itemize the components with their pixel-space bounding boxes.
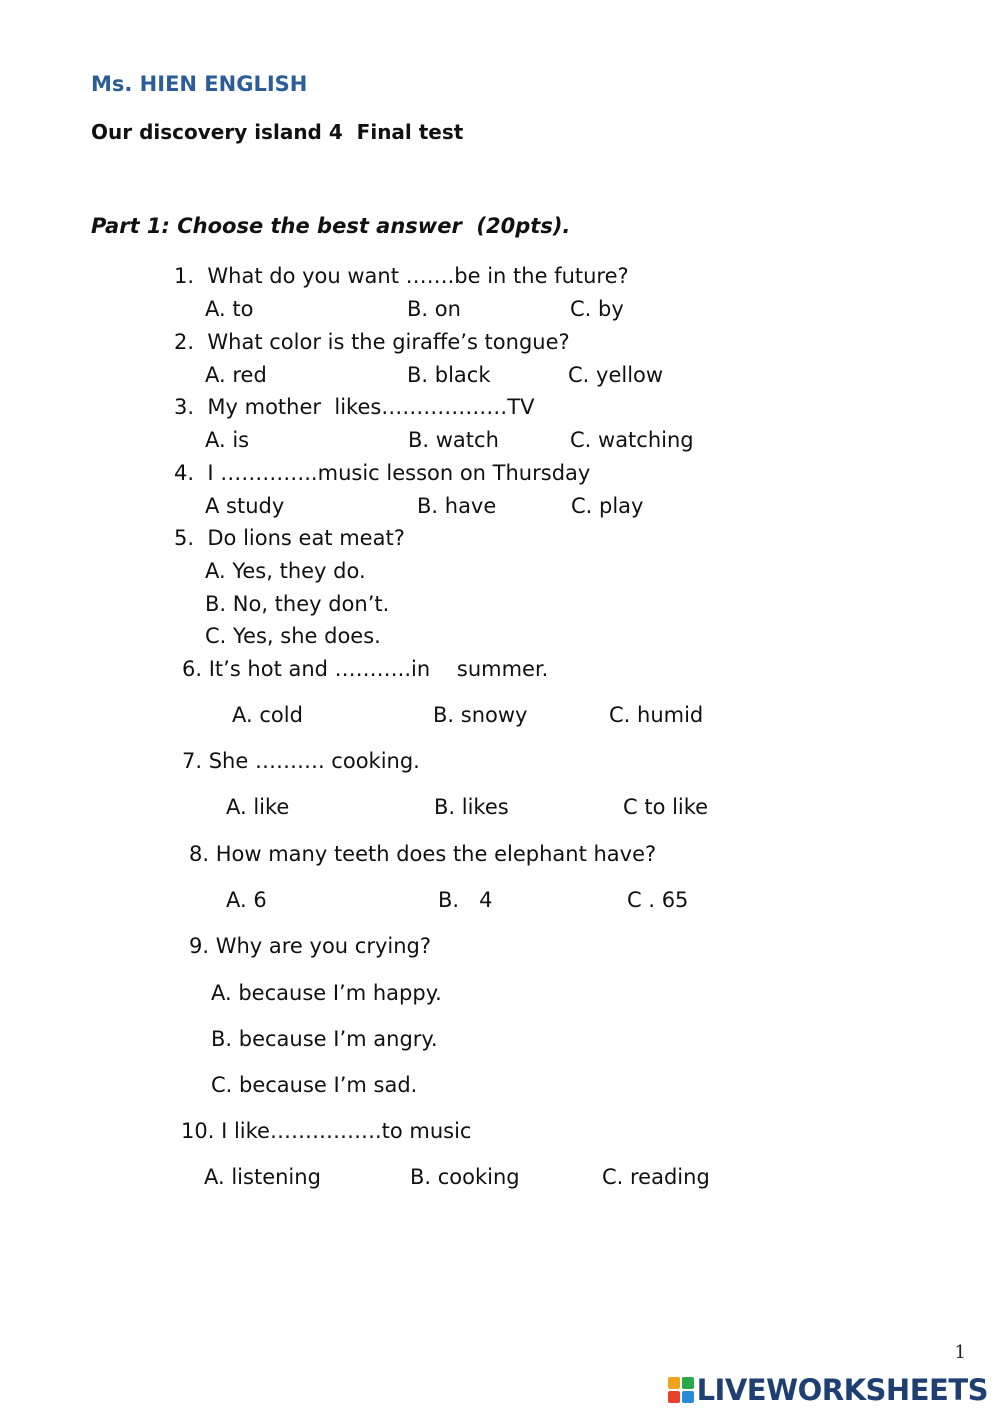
q3-option-a: A. is (205, 428, 250, 452)
q8-option-c: C . 65 (627, 888, 689, 912)
question-7: 7. She ………. cooking. (182, 749, 420, 773)
q9-option-a: A. because I’m happy. (211, 981, 442, 1005)
question-6: 6. It’s hot and ………..in summer. (182, 657, 549, 681)
q4-option-b: B. have (417, 494, 497, 518)
logo-square-2 (682, 1377, 694, 1389)
q6-option-c: C. humid (609, 703, 704, 727)
question-4: 4. I …………..music lesson on Thursday (174, 461, 591, 485)
q9-option-b: B. because I’m angry. (211, 1027, 438, 1051)
question-5: 5. Do lions eat meat? (174, 526, 405, 550)
test-subtitle: Our discovery island 4 Final test (91, 120, 464, 144)
logo-square-4 (682, 1391, 694, 1403)
question-8: 8. How many teeth does the elephant have? (189, 842, 657, 866)
q2-option-b: B. black (407, 363, 491, 387)
q1-option-b: B. on (407, 297, 461, 321)
q10-option-c: C. reading (602, 1165, 710, 1189)
q8-option-a: A. 6 (226, 888, 267, 912)
question-1: 1. What do you want …….be in the future? (174, 264, 629, 288)
logo-square-1 (668, 1377, 680, 1389)
logo-square-3 (668, 1391, 680, 1403)
question-2: 2. What color is the giraffe’s tongue? (174, 330, 570, 354)
q6-option-a: A. cold (232, 703, 303, 727)
liveworksheets-logo (668, 1373, 988, 1407)
q3-option-c: C. watching (570, 428, 694, 452)
q5-option-b: B. No, they don’t. (205, 592, 390, 616)
q2-option-a: A. red (205, 363, 267, 387)
q1-option-c: C. by (570, 297, 624, 321)
question-3: 3. My mother likes………………TV (174, 395, 535, 419)
question-9: 9. Why are you crying? (189, 934, 432, 958)
brand-title: Ms. HIEN ENGLISH (91, 72, 308, 96)
q4-option-c: C. play (571, 494, 644, 518)
q4-option-a: A study (205, 494, 285, 518)
q5-option-a: A. Yes, they do. (205, 559, 366, 583)
q1-option-a: A. to (205, 297, 254, 321)
logo-text: LIVEWORKSHEETS (696, 1373, 988, 1407)
q7-option-b: B. likes (434, 795, 509, 819)
logo-icon (668, 1377, 694, 1403)
q10-option-a: A. listening (204, 1165, 321, 1189)
q8-option-b: B. 4 (438, 888, 493, 912)
q7-option-a: A. like (226, 795, 290, 819)
question-10: 10. I like…………….to music (181, 1119, 472, 1143)
q2-option-c: C. yellow (568, 363, 664, 387)
q5-option-c: C. Yes, she does. (205, 624, 381, 648)
q7-option-c: C to like (623, 795, 709, 819)
part1-heading: Part 1: Choose the best answer (20pts). (91, 214, 571, 238)
q3-option-b: B. watch (408, 428, 499, 452)
q9-option-c: C. because I’m sad. (211, 1073, 418, 1097)
q6-option-b: B. snowy (433, 703, 528, 727)
q10-option-b: B. cooking (410, 1165, 520, 1189)
page-number: 1 (954, 1342, 966, 1363)
